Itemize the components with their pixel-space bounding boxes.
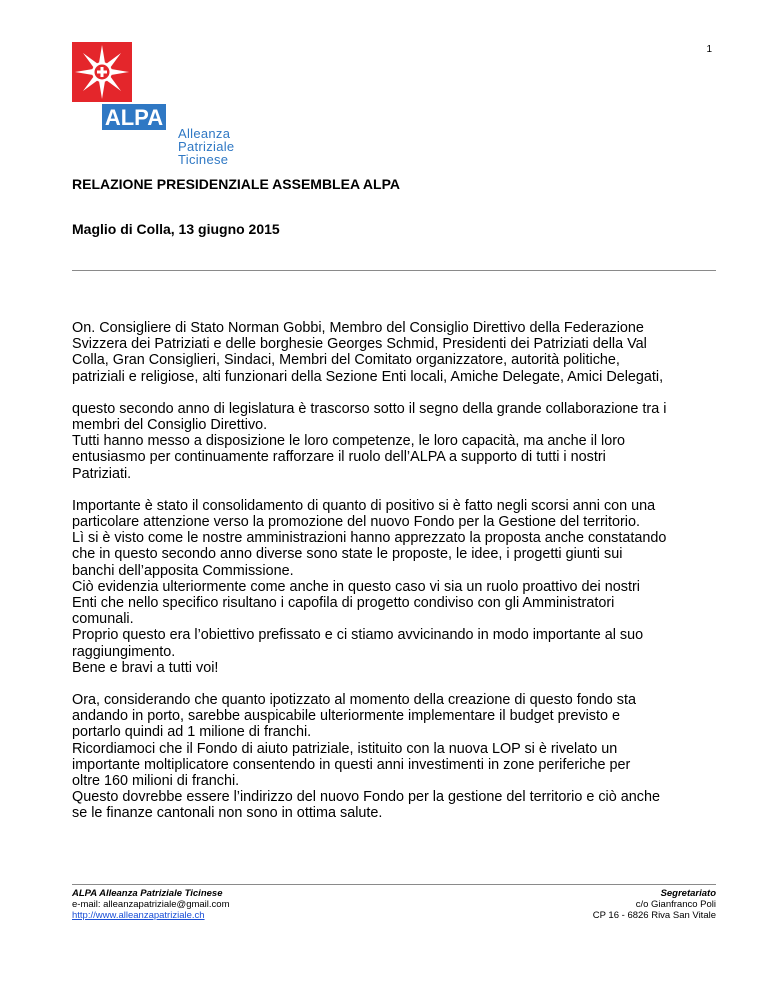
paragraph-1 [72,320,724,385]
text-line: Ora, considerando che quanto ipotizzato al momento della creazione di questo fondo sta [72,692,636,709]
logo-acronym: ALPA [104,105,164,130]
text-line: particolare attenzione verso la promozione del nuovo Fondo per la Gestione del territorio. [72,514,640,531]
text-line: importante moltiplicatore consentendo in questi anni investimenti in zone periferiche per [72,756,631,773]
text-line: patriziali e religiose, alti funzionari della Sezione Enti locali, Amiche Delegate, Amici Delegati, [72,368,664,385]
text-line: oltre 160 milioni di franchi. [72,773,240,790]
text-line: che in questo secondo anno diverse sono state le proposte, le idee, i progetti giunti sui [72,546,623,563]
text-line: Proprio questo era l’obiettivo prefissato e ci stiamo avvicinando in modo importante al suo [72,627,644,644]
sun-cross-logo-icon [72,42,212,132]
page-number: 1 [706,44,712,55]
footer-organization: ALPA Alleanza Patriziale Ticinese [72,888,223,899]
text-line: comunali. [72,611,134,628]
footer-email: e-mail: alleanzapatriziale@gmail.com [72,899,230,910]
text-line: banchi dell’apposita Commissione. [72,562,294,579]
logo-word-2: Patriziale [178,139,235,154]
text-line: membri del Consiglio Direttivo. [72,417,268,434]
footer-contact [72,888,229,921]
text-line: questo secondo anno di legislatura è trascorso sotto il segno della grande collaborazione tra i [72,400,667,417]
footer-secretariat [593,888,716,921]
place-date: Maglio di Colla, 13 giugno 2015 [72,221,280,237]
header-divider [72,270,716,271]
text-line: raggiungimento. [72,643,176,660]
website-link[interactable]: http://www.alleanzapatriziale.ch [72,910,205,921]
text-line: Colla, Gran Consiglieri, Sindaci, Membri del Comitato organizzatore, autorità politiche, [72,352,620,369]
logo-word-1: Alleanza [178,126,231,141]
text-line: Ciò evidenzia ulteriormente come anche in questo caso vi sia un ruolo proattivo dei nostri [72,578,640,595]
text-line: Lì si è visto come le nostre amministrazioni hanno apprezzato la proposta anche constatando [72,530,667,547]
footer-divider [72,884,716,885]
text-line: portarlo quindi ad 1 milione di franchi. [72,724,312,741]
text-line: Importante è stato il consolidamento di quanto di positivo si è fatto negli scorsi anni con una [72,497,656,514]
text-line: Ricordiamoci che il Fondo di aiuto patriziale, istituito con la nuova LOP si è rivelato un [72,740,618,757]
text-line: Patriziati. [72,465,132,482]
secretariat-label: Segretariato [660,888,716,899]
text-line: Bene e bravi a tutti voi! [72,659,219,676]
text-line: entusiasmo per continuamente rafforzare il ruolo dell’ALPA a supporto di tutti i nostri [72,449,606,466]
logo-word-3: Ticinese [178,152,229,167]
text-line: Svizzera dei Patriziati e delle borghesie Georges Schmid, Presidenti dei Patriziati della Val [72,336,647,353]
care-of: c/o Gianfranco Poli [635,899,716,910]
logo-words [178,127,234,166]
text-line: Questo dovrebbe essere l’indirizzo del nuovo Fondo per la gestione del territorio e ciò anche [72,789,660,806]
paragraph-3 [72,498,724,676]
postal-address: CP 16 - 6826 Riva San Vitale [592,910,716,921]
text-line: andando in porto, sarebbe auspicabile ulteriormente implementare il budget previsto e [72,708,620,725]
text-line: Tutti hanno messo a disposizione le loro competenze, le loro capacità, ma anche il loro [72,433,626,450]
text-line: Enti che nello specifico risultano i capofila di progetto condiviso con gli Amministratori [72,595,615,612]
document-title: RELAZIONE PRESIDENZIALE ASSEMBLEA ALPA [72,176,400,192]
alpa-logo [72,42,235,167]
paragraph-2 [72,401,724,482]
text-line: se le finanze cantonali non sono in ottima salute. [72,805,383,822]
text-line: On. Consigliere di Stato Norman Gobbi, Membro del Consiglio Direttivo della Federazione [72,320,644,336]
document-body [72,320,724,838]
paragraph-4 [72,692,724,822]
